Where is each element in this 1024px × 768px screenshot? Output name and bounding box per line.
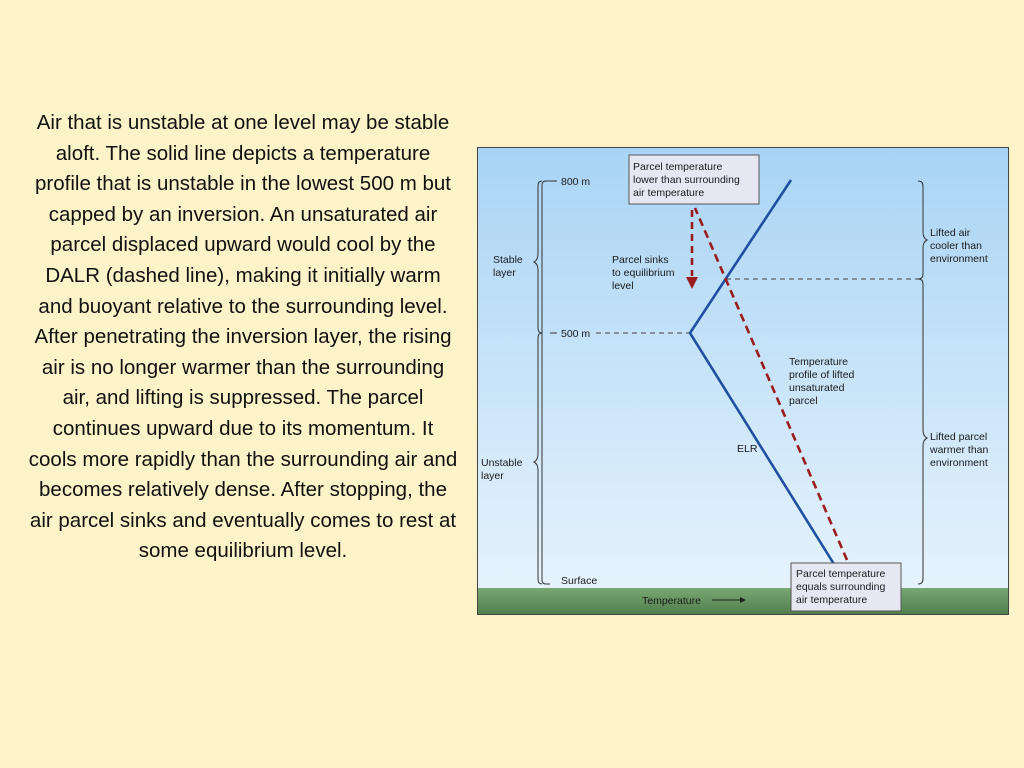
height-label-500m: 500 m [561, 328, 591, 340]
caption-text: Air that is unstable at one level may be stable aloft. The solid line depicts a temperature profile that is unstable in the lowest 500 m but capped by an inversion. An unsaturated air parcel displaced upward would cool by the DALR (dashed line), making it initially warm and buoyant relative to the surrounding level. After penetrating the inversion layer, the rising air is no longer warmer than the surrounding air, and lifting is suppressed. The parcel continues upward due to its momentum. It cools more rapidly than the surrounding air and becomes relatively dense. After stopping, the air parcel sinks and eventually comes to rest at some equilibrium level. [28, 111, 458, 563]
bottom-info-box-text: Parcel temperature equals surrounding air temperature [796, 568, 886, 606]
parcel-sinks-label: Parcel sinks to equilibrium level [612, 254, 675, 292]
unstable-layer-label: Unstable layer [481, 457, 523, 482]
height-label-800m: 800 m [561, 176, 591, 188]
parcel-profile-label: Temperature profile of lifted unsaturated parcel [789, 356, 855, 407]
elr-label: ELR [737, 443, 758, 455]
temperature-axis-label: Temperature [642, 595, 701, 607]
top-info-box-text: Parcel temperature lower than surrounding air temperature [633, 161, 740, 199]
sky-background [478, 148, 1009, 590]
ground-strip [478, 588, 1009, 615]
stable-layer-label: Stable layer [493, 254, 523, 279]
stability-diagram [477, 147, 1009, 615]
lifted-parcel-warmer-label: Lifted parcel warmer than environment [930, 431, 989, 469]
height-label-surface: Surface [561, 575, 598, 587]
diagram-svg [478, 148, 1009, 615]
lifted-air-cooler-label: Lifted air cooler than environment [930, 227, 988, 265]
